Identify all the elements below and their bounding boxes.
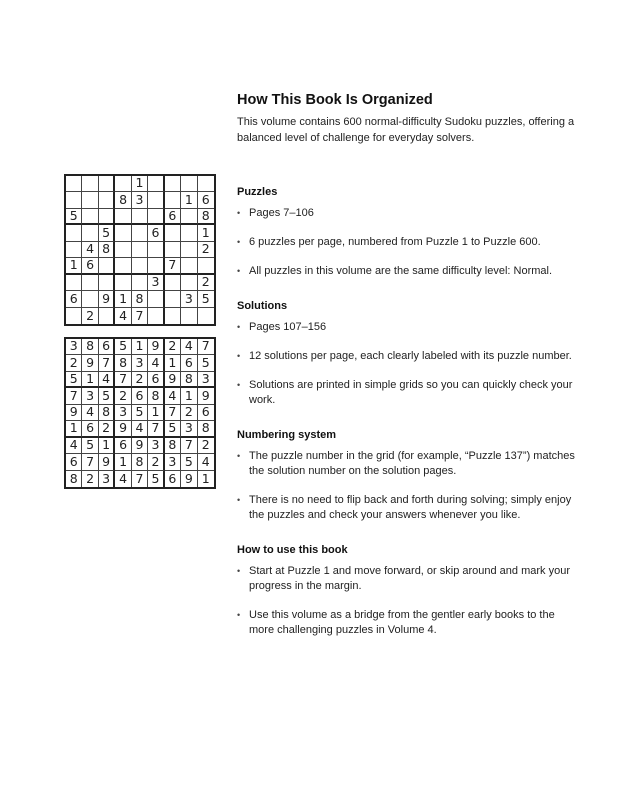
solution-cell: 8 [148, 388, 164, 404]
puzzle-cell [181, 176, 197, 192]
section-puzzles [237, 186, 577, 279]
solution-cell: 2 [132, 372, 148, 388]
page-title: How This Book Is Organized [237, 92, 433, 108]
solution-cell: 7 [99, 355, 115, 371]
solution-cell: 3 [115, 405, 131, 421]
puzzle-cell [132, 275, 148, 291]
solution-cell: 8 [198, 421, 214, 437]
solution-cell: 3 [181, 421, 197, 437]
solution-cell: 1 [201, 470, 210, 486]
puzzle-cell: 8 [99, 242, 115, 258]
puzzle-cell [66, 225, 82, 241]
solution-cell: 7 [82, 454, 98, 470]
puzzle-cell [132, 209, 148, 225]
solution-cell: 8 [115, 355, 131, 371]
solution-cell: 4 [99, 372, 115, 388]
solution-cell: 3 [66, 339, 82, 355]
solution-cell: 3 [99, 471, 115, 487]
solution-cell: 2 [165, 339, 181, 355]
section-heading-puzzles: Puzzles [237, 186, 278, 198]
puzzle-cell [115, 209, 131, 225]
puzzle-cell [132, 242, 148, 258]
solution-cell: 2 [99, 421, 115, 437]
solution-cell: 1 [66, 421, 82, 437]
solution-cell: 3 [132, 355, 148, 371]
solution-cell: 8 [99, 405, 115, 421]
puzzle-cell [165, 225, 181, 241]
section-how-to-use [237, 544, 577, 638]
solution-cell: 8 [132, 454, 148, 470]
solution-cell: 5 [99, 388, 115, 404]
puzzle-cell: 4 [82, 242, 98, 258]
puzzle-cell [82, 176, 98, 192]
puzzle-cell [99, 258, 115, 274]
content-column [237, 92, 577, 638]
solution-cell: 3 [82, 388, 98, 404]
solution-cell: 2 [181, 405, 197, 421]
puzzle-cell [115, 242, 131, 258]
puzzles-bullet-pages: • Pages 7–106 [237, 206, 577, 221]
solution-cell: 9 [148, 339, 164, 355]
puzzle-cell [148, 192, 164, 208]
solution-cell: 6 [132, 388, 148, 404]
solution-cell: 4 [115, 471, 131, 487]
solution-cell: 1 [181, 388, 197, 404]
puzzles-bullet-difficulty: • All puzzles in this volume are the same difficulty level: Normal. [237, 264, 577, 279]
solution-cell: 4 [82, 405, 98, 421]
puzzle-cell [66, 192, 82, 208]
puzzle-cell [165, 242, 181, 258]
puzzle-cell: 8 [115, 192, 131, 208]
puzzle-cell [115, 225, 131, 241]
puzzle-cell [82, 192, 98, 208]
how-to-use-bullet-start: • Start at Puzzle 1 and move forward, or skip around and mark your progress in the margin. [237, 564, 577, 594]
solution-cell: 1 [132, 339, 148, 355]
solution-cell: 9 [165, 372, 181, 388]
solution-cell: 4 [181, 339, 197, 355]
solution-cell: 4 [132, 421, 148, 437]
puzzle-cell [148, 258, 164, 274]
puzzle-cell [82, 225, 98, 241]
solution-cell: 7 [132, 471, 148, 487]
puzzle-cell [115, 275, 131, 291]
puzzle-cell [99, 275, 115, 291]
puzzle-cell: 9 [99, 291, 115, 307]
puzzle-cell: 6 [148, 225, 164, 241]
puzzle-cell [99, 209, 115, 225]
puzzle-cell [82, 291, 98, 307]
solution-cell: 2 [115, 388, 131, 404]
solution-cell: 6 [82, 421, 98, 437]
solution-cell: 4 [148, 355, 164, 371]
puzzle-cell: 8 [132, 291, 148, 307]
solution-cell: 8 [165, 438, 181, 454]
puzzle-cell [115, 176, 131, 192]
solutions-bullet-pages: • Pages 107–156 [237, 320, 577, 335]
puzzle-cell [132, 225, 148, 241]
solution-cell: 5 [132, 405, 148, 421]
solution-cell: 8 [82, 339, 98, 355]
solutions-bullet-format: • Solutions are printed in simple grids so you can quickly check your work. [237, 378, 577, 408]
puzzle-cell: 5 [99, 225, 115, 241]
puzzle-cell: 8 [198, 209, 214, 225]
puzzle-cell [181, 258, 197, 274]
solution-cell: 9 [181, 471, 197, 487]
solution-cell: 5 [181, 454, 197, 470]
puzzle-cell [82, 275, 98, 291]
puzzle-cell [198, 176, 214, 192]
solution-cell: 9 [82, 355, 98, 371]
puzzle-cell [148, 209, 164, 225]
solution-cell: 3 [148, 438, 164, 454]
solution-cell: 9 [132, 438, 148, 454]
solution-cell: 1 [165, 355, 181, 371]
sample-puzzle-grid [64, 174, 216, 326]
puzzle-cell [165, 176, 181, 192]
puzzle-cell [99, 176, 115, 192]
numbering-bullet-match: • The puzzle number in the grid (for example, “Puzzle 137”) matches the solution number on the solution pages. [237, 449, 577, 479]
solution-cell: 6 [115, 438, 131, 454]
puzzle-cell [66, 242, 82, 258]
puzzles-bullet-per-page: • 6 puzzles per page, numbered from Puzzle 1 to Puzzle 600. [237, 235, 577, 250]
solution-cell: 1 [148, 405, 164, 421]
puzzle-cell [165, 275, 181, 291]
solution-cell: 5 [165, 421, 181, 437]
solution-cell: 6 [165, 471, 181, 487]
solutions-bullet-per-page: • 12 solutions per page, each clearly labeled with its puzzle number. [237, 349, 577, 364]
puzzle-cell [148, 291, 164, 307]
puzzle-cell [66, 275, 82, 291]
puzzle-cell: 1 [132, 176, 148, 192]
solution-cell: 2 [198, 438, 214, 454]
puzzle-cell: 7 [132, 308, 148, 324]
puzzle-cell: 4 [115, 308, 131, 324]
solution-cell: 8 [66, 471, 82, 487]
puzzle-cell [165, 192, 181, 208]
solution-cell: 9 [99, 454, 115, 470]
solution-cell: 9 [198, 388, 214, 404]
solution-cell: 2 [148, 454, 164, 470]
solution-cell: 6 [181, 355, 197, 371]
puzzle-cell [66, 308, 82, 324]
solution-cell: 9 [66, 405, 82, 421]
solution-cell: 8 [181, 372, 197, 388]
puzzle-cell: 6 [198, 192, 214, 208]
solution-cell: 4 [66, 438, 82, 454]
section-heading-solutions: Solutions [237, 300, 288, 312]
solution-cell: 4 [165, 388, 181, 404]
numbering-bullet-no-flip: • There is no need to flip back and forth during solving; simply enjoy the puzzles and check your answers whenever you like. [237, 493, 577, 523]
solution-cell: 6 [99, 339, 115, 355]
puzzle-cell: 1 [66, 258, 82, 274]
solution-cell: 3 [165, 454, 181, 470]
section-solutions [237, 300, 577, 408]
solution-cell: 5 [148, 471, 164, 487]
puzzle-cell [66, 176, 82, 192]
section-heading-how-to-use: How to use this book [237, 544, 348, 556]
solution-cell: 1 [82, 372, 98, 388]
solution-cell: 5 [115, 339, 131, 355]
puzzle-cell: 2 [82, 308, 98, 324]
puzzle-cell [99, 308, 115, 324]
puzzle-cell: 5 [66, 209, 82, 225]
section-numbering [237, 429, 577, 523]
solution-cell: 7 [165, 405, 181, 421]
solution-cell: 7 [181, 438, 197, 454]
solution-cell: 7 [198, 339, 214, 355]
puzzle-cell [181, 209, 197, 225]
puzzle-cell: 6 [82, 258, 98, 274]
solution-cell: 2 [82, 471, 98, 487]
puzzle-cell [198, 308, 214, 324]
puzzle-cell: 2 [198, 275, 214, 291]
puzzle-cell [198, 258, 214, 274]
puzzle-cell [181, 308, 197, 324]
solution-cell: 5 [82, 438, 98, 454]
puzzle-cell [165, 308, 181, 324]
puzzle-cell [132, 258, 148, 274]
solution-cell: 2 [66, 355, 82, 371]
section-heading-numbering: Numbering system [237, 429, 337, 441]
puzzle-cell: 3 [148, 275, 164, 291]
solution-cell: 6 [148, 372, 164, 388]
puzzle-cell [181, 225, 197, 241]
solution-cell: 9 [115, 421, 131, 437]
intro-paragraph: This volume contains 600 normal-difficulty Sudoku puzzles, offering a balanced level of challenge for everyday solvers. [237, 116, 575, 144]
puzzle-cell [181, 242, 197, 258]
puzzle-cell: 1 [198, 225, 214, 241]
puzzle-cell [115, 258, 131, 274]
puzzle-cell: 1 [115, 291, 131, 307]
solution-cell: 6 [198, 405, 214, 421]
solution-cell: 7 [148, 421, 164, 437]
solution-cell: 3 [198, 372, 214, 388]
solution-cell: 7 [66, 388, 82, 404]
puzzle-cell: 2 [198, 242, 214, 258]
puzzle-cell: 6 [165, 209, 181, 225]
puzzle-cell [148, 242, 164, 258]
puzzle-cell: 3 [132, 192, 148, 208]
puzzle-cell: 1 [181, 192, 197, 208]
puzzle-cell: 5 [198, 291, 214, 307]
solution-cell: 5 [66, 372, 82, 388]
solution-cell: 6 [66, 454, 82, 470]
puzzle-cell [99, 192, 115, 208]
puzzle-cell: 3 [181, 291, 197, 307]
how-to-use-bullet-bridge: • Use this volume as a bridge from the gentler early books to the more challenging puzzles in Volume 4. [237, 608, 577, 638]
solution-cell: 1 [99, 438, 115, 454]
puzzle-cell: 7 [165, 258, 181, 274]
puzzle-cell [148, 308, 164, 324]
puzzle-cell: 6 [66, 291, 82, 307]
solution-cell: 5 [198, 355, 214, 371]
solution-cell: 1 [115, 454, 131, 470]
puzzle-cell [148, 176, 164, 192]
solution-cell: 7 [115, 372, 131, 388]
solution-cell: 4 [198, 454, 214, 470]
puzzle-cell [181, 275, 197, 291]
sample-solution-grid [64, 337, 216, 489]
puzzle-cell [82, 209, 98, 225]
puzzle-cell [165, 291, 181, 307]
